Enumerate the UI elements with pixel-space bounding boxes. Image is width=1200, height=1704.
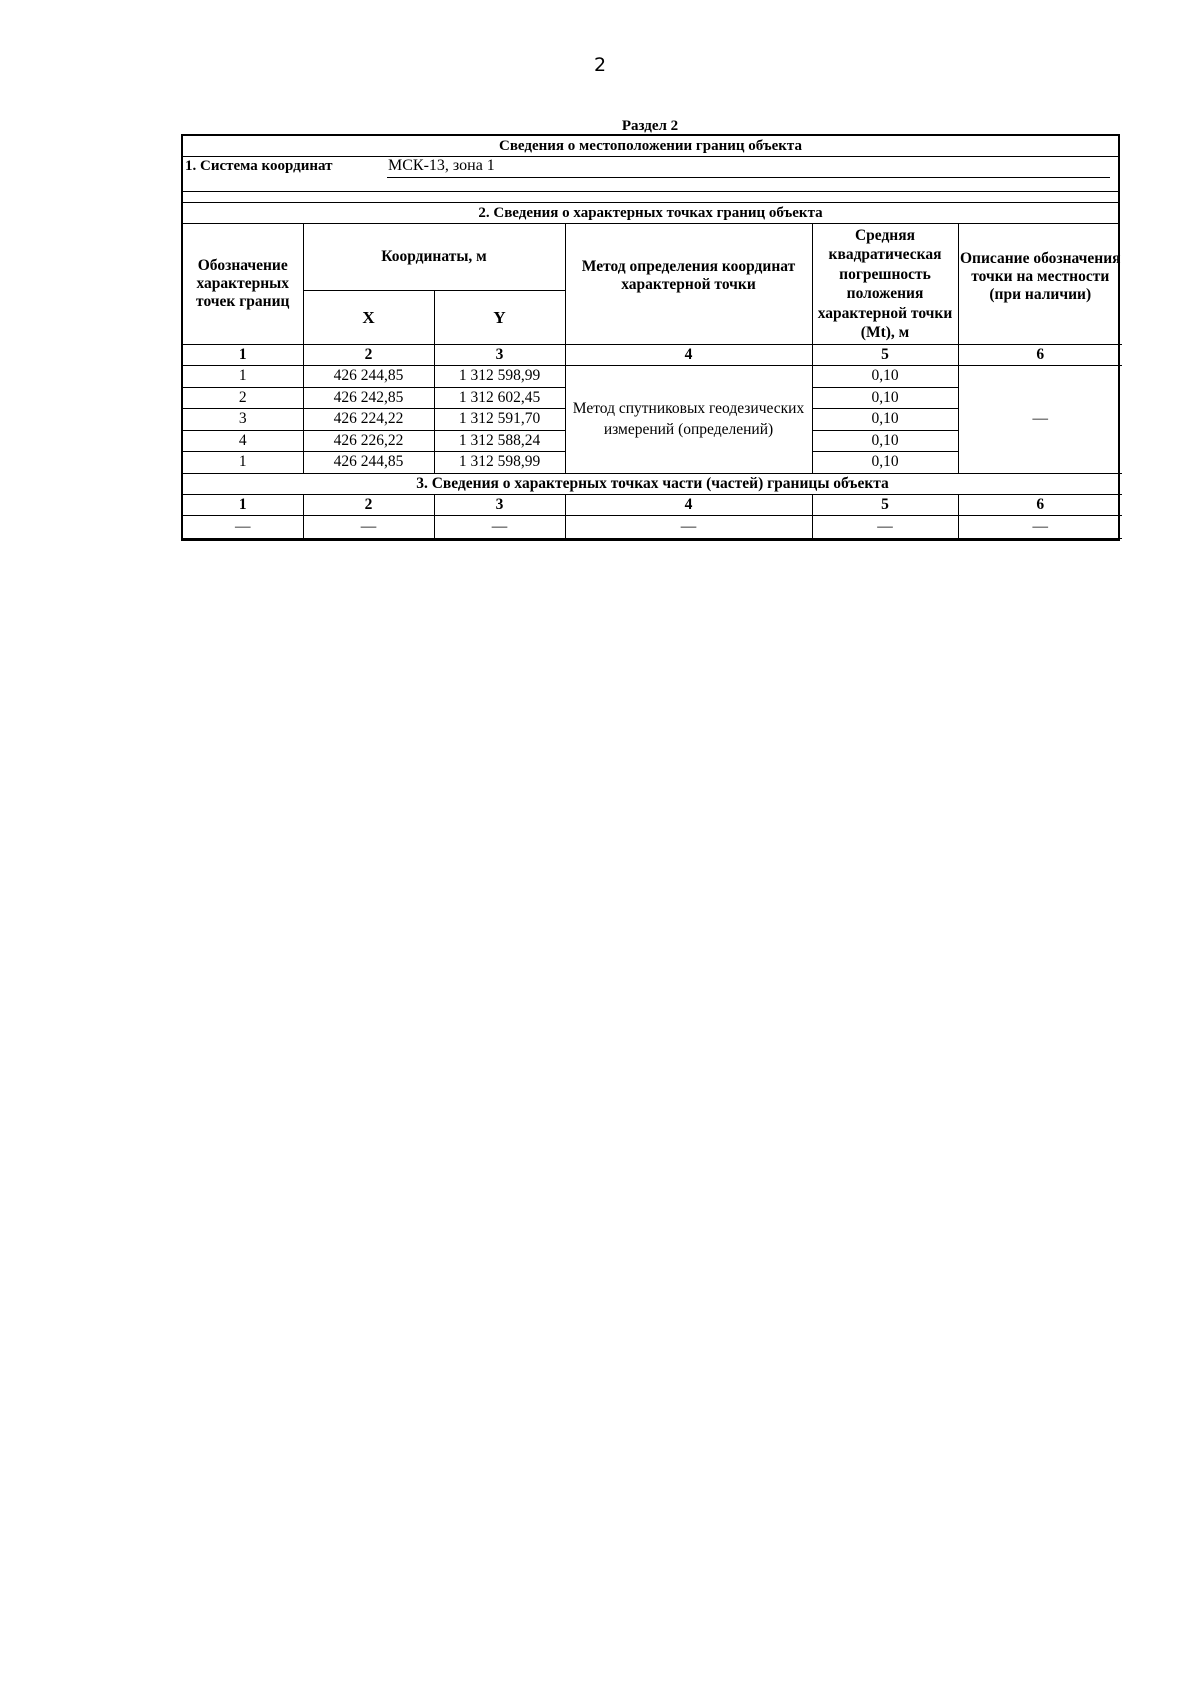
block-spacer (183, 192, 1118, 203)
header-method: Метод определения координат характерной точки (565, 224, 812, 345)
col-number: 4 (565, 345, 812, 366)
col-number: 5 (812, 494, 958, 515)
col-number: 4 (565, 494, 812, 515)
coord-y: 1 312 588,24 (434, 430, 565, 452)
empty-value: — (303, 515, 434, 538)
page-number: 2 (593, 54, 607, 76)
coord-x: 426 224,22 (303, 409, 434, 431)
description-value: — (958, 366, 1122, 474)
col-number: 1 (183, 345, 303, 366)
coord-y: 1 312 591,70 (434, 409, 565, 431)
error-value: 0,10 (812, 452, 958, 474)
error-value: 0,10 (812, 366, 958, 388)
coordinate-system-label: 1. Система координат (185, 158, 333, 174)
header-error: Средняя квадратическая погрешность положения характерной точки (Mt), м (812, 224, 958, 345)
section-title: Раздел 2 (621, 118, 679, 134)
empty-value: — (958, 515, 1122, 538)
coord-x: 426 244,85 (303, 366, 434, 388)
header-y: Y (434, 291, 565, 345)
empty-value: — (434, 515, 565, 538)
col-number: 6 (958, 494, 1122, 515)
table-row (183, 515, 1122, 538)
point-id: 1 (183, 452, 303, 474)
col-number: 6 (958, 345, 1122, 366)
method-value: Метод спутниковых геодезических измерений (определений) (565, 366, 812, 474)
error-value: 0,10 (812, 430, 958, 452)
empty-value: — (183, 515, 303, 538)
col-number: 5 (812, 345, 958, 366)
location-block-title: Сведения о местоположении границ объекта (183, 136, 1118, 157)
col-number: 3 (434, 494, 565, 515)
points-table (183, 224, 1122, 539)
points-block-title: 2. Сведения о характерных точках границ объекта (183, 203, 1118, 224)
coord-x: 426 226,22 (303, 430, 434, 452)
col-number: 1 (183, 494, 303, 515)
coord-y: 1 312 598,99 (434, 452, 565, 474)
point-id: 2 (183, 387, 303, 409)
empty-value: — (565, 515, 812, 538)
coord-x: 426 242,85 (303, 387, 434, 409)
coordinate-system-value: МСК-13, зона 1 (388, 157, 495, 174)
boundary-document-table (181, 134, 1120, 541)
point-id: 4 (183, 430, 303, 452)
header-point: Обозначение характерных точек границ (183, 224, 303, 345)
table-row (183, 366, 1122, 388)
header-x: X (303, 291, 434, 345)
parts-block-title: 3. Сведения о характерных точках части (частей) границы объекта (183, 473, 1122, 494)
error-value: 0,10 (812, 387, 958, 409)
point-id: 3 (183, 409, 303, 431)
error-value: 0,10 (812, 409, 958, 431)
col-number: 2 (303, 494, 434, 515)
empty-value: — (812, 515, 958, 538)
header-description: Описание обозначения точки на местности (при наличии) (958, 224, 1122, 345)
coord-y: 1 312 598,99 (434, 366, 565, 388)
coordinate-system-underline (387, 177, 1110, 178)
header-coords: Координаты, м (303, 224, 565, 291)
coord-x: 426 244,85 (303, 452, 434, 474)
coord-y: 1 312 602,45 (434, 387, 565, 409)
col-number: 2 (303, 345, 434, 366)
coordinate-system-row (183, 157, 1118, 192)
col-number: 3 (434, 345, 565, 366)
point-id: 1 (183, 366, 303, 388)
